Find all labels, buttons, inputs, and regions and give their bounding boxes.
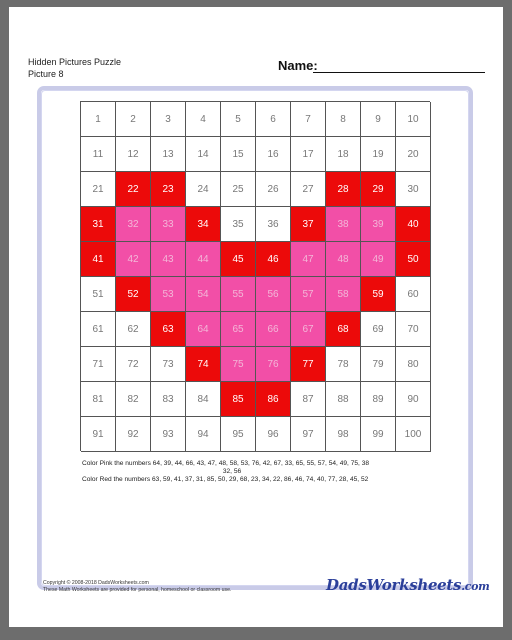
grid-cell: 47 [291, 242, 326, 277]
grid-cell: 22 [116, 172, 151, 207]
dadsworksheets-logo [326, 576, 490, 594]
grid-cell: 52 [116, 277, 151, 312]
grid-cell: 80 [396, 347, 431, 382]
grid-cell: 60 [396, 277, 431, 312]
grid-cell: 97 [291, 417, 326, 452]
grid-cell: 92 [116, 417, 151, 452]
grid-cell: 83 [151, 382, 186, 417]
grid-cell: 54 [186, 277, 221, 312]
grid-cell: 28 [326, 172, 361, 207]
logo-worksheets: Worksheets [366, 576, 462, 594]
grid-cell: 34 [186, 207, 221, 242]
grid-cell: 69 [361, 312, 396, 347]
grid-cell: 73 [151, 347, 186, 382]
grid-cell: 87 [291, 382, 326, 417]
grid-cell: 44 [186, 242, 221, 277]
grid-cell: 2 [116, 102, 151, 137]
logo-dads: Dads [326, 576, 367, 594]
grid-cell: 65 [221, 312, 256, 347]
grid-cell: 78 [326, 347, 361, 382]
grid-cell: 33 [151, 207, 186, 242]
grid-cell: 19 [361, 137, 396, 172]
grid-cell: 8 [326, 102, 361, 137]
name-label: Name: [278, 58, 318, 73]
grid-cell: 3 [151, 102, 186, 137]
grid-cell: 68 [326, 312, 361, 347]
grid-cell: 72 [116, 347, 151, 382]
grid-cell: 39 [361, 207, 396, 242]
grid-cell: 30 [396, 172, 431, 207]
pink-instruction-continued: 32, 56 [222, 468, 242, 475]
grid-cell: 100 [396, 417, 431, 452]
grid-cell: 13 [151, 137, 186, 172]
hundreds-grid [80, 101, 430, 451]
grid-cell: 57 [291, 277, 326, 312]
grid-cell: 85 [221, 382, 256, 417]
grid-cell: 98 [326, 417, 361, 452]
grid-cell: 89 [361, 382, 396, 417]
grid-cell: 99 [361, 417, 396, 452]
red-instruction: Color Red the numbers 63, 59, 41, 37, 31, 85, 50, 29, 68, 23, 34, 22, 86, 46, 74, 40, 77, 28, 45, 52 [82, 476, 369, 483]
grid-cell: 14 [186, 137, 221, 172]
grid-cell: 49 [361, 242, 396, 277]
grid-cell: 37 [291, 207, 326, 242]
grid-cell: 79 [361, 347, 396, 382]
grid-cell: 31 [81, 207, 116, 242]
grid-cell: 9 [361, 102, 396, 137]
grid-cell: 41 [81, 242, 116, 277]
grid-cell: 40 [396, 207, 431, 242]
pink-instruction: Color Pink the numbers 64, 39, 44, 66, 43, 47, 48, 58, 53, 76, 42, 67, 33, 65, 55, 57, 54, 49, 75, 38 [82, 460, 370, 467]
grid-cell: 26 [256, 172, 291, 207]
grid-cell: 42 [116, 242, 151, 277]
grid-cell: 11 [81, 137, 116, 172]
grid-cell: 95 [221, 417, 256, 452]
grid-cell: 67 [291, 312, 326, 347]
grid-cell: 50 [396, 242, 431, 277]
grid-cell: 58 [326, 277, 361, 312]
grid-cell: 12 [116, 137, 151, 172]
instructions [82, 460, 422, 484]
usage-notice: These Math Worksheets are provided for personal, homeschool or classroom use. [43, 587, 232, 593]
grid-cell: 86 [256, 382, 291, 417]
grid-cell: 96 [256, 417, 291, 452]
grid-cell: 93 [151, 417, 186, 452]
worksheet-title-block [28, 56, 121, 80]
footer-text [43, 580, 231, 594]
grid-cell: 25 [221, 172, 256, 207]
grid-cell: 76 [256, 347, 291, 382]
name-blank-line [313, 72, 485, 73]
grid-cell: 82 [116, 382, 151, 417]
grid-cell: 16 [256, 137, 291, 172]
grid-cell: 15 [221, 137, 256, 172]
grid-cell: 5 [221, 102, 256, 137]
grid-cell: 21 [81, 172, 116, 207]
picture-number: Picture 8 [28, 69, 64, 79]
grid-cell: 71 [81, 347, 116, 382]
grid-cell: 35 [221, 207, 256, 242]
grid-cell: 7 [291, 102, 326, 137]
grid-cell: 32 [116, 207, 151, 242]
grid-cell: 91 [81, 417, 116, 452]
grid-cell: 46 [256, 242, 291, 277]
grid-cell: 23 [151, 172, 186, 207]
grid-cell: 6 [256, 102, 291, 137]
grid-cell: 61 [81, 312, 116, 347]
grid-cell: 10 [396, 102, 431, 137]
copyright-text: Copyright © 2008-2018 DadsWorksheets.com [43, 580, 149, 586]
grid-cell: 43 [151, 242, 186, 277]
grid-cell: 74 [186, 347, 221, 382]
grid-cell: 94 [186, 417, 221, 452]
grid-cell: 63 [151, 312, 186, 347]
grid-cell: 24 [186, 172, 221, 207]
grid-cell: 77 [291, 347, 326, 382]
grid-cell: 53 [151, 277, 186, 312]
grid-cell: 1 [81, 102, 116, 137]
grid-cell: 38 [326, 207, 361, 242]
grid-cell: 62 [116, 312, 151, 347]
grid-cell: 18 [326, 137, 361, 172]
grid-cell: 66 [256, 312, 291, 347]
worksheet-title: Hidden Pictures Puzzle [28, 57, 122, 67]
grid-cell: 75 [221, 347, 256, 382]
grid-cell: 81 [81, 382, 116, 417]
grid-cell: 36 [256, 207, 291, 242]
grid-cell: 4 [186, 102, 221, 137]
grid-cell: 27 [291, 172, 326, 207]
grid-cell: 64 [186, 312, 221, 347]
grid-cell: 55 [221, 277, 256, 312]
logo-com: .com [461, 580, 490, 593]
grid-cell: 48 [326, 242, 361, 277]
grid-cell: 88 [326, 382, 361, 417]
grid-cell: 70 [396, 312, 431, 347]
grid-cell: 29 [361, 172, 396, 207]
grid-cell: 45 [221, 242, 256, 277]
grid-cell: 51 [81, 277, 116, 312]
grid-cell: 59 [361, 277, 396, 312]
grid-cell: 84 [186, 382, 221, 417]
grid-cell: 56 [256, 277, 291, 312]
grid-cell: 17 [291, 137, 326, 172]
grid-cell: 20 [396, 137, 431, 172]
grid-cell: 90 [396, 382, 431, 417]
